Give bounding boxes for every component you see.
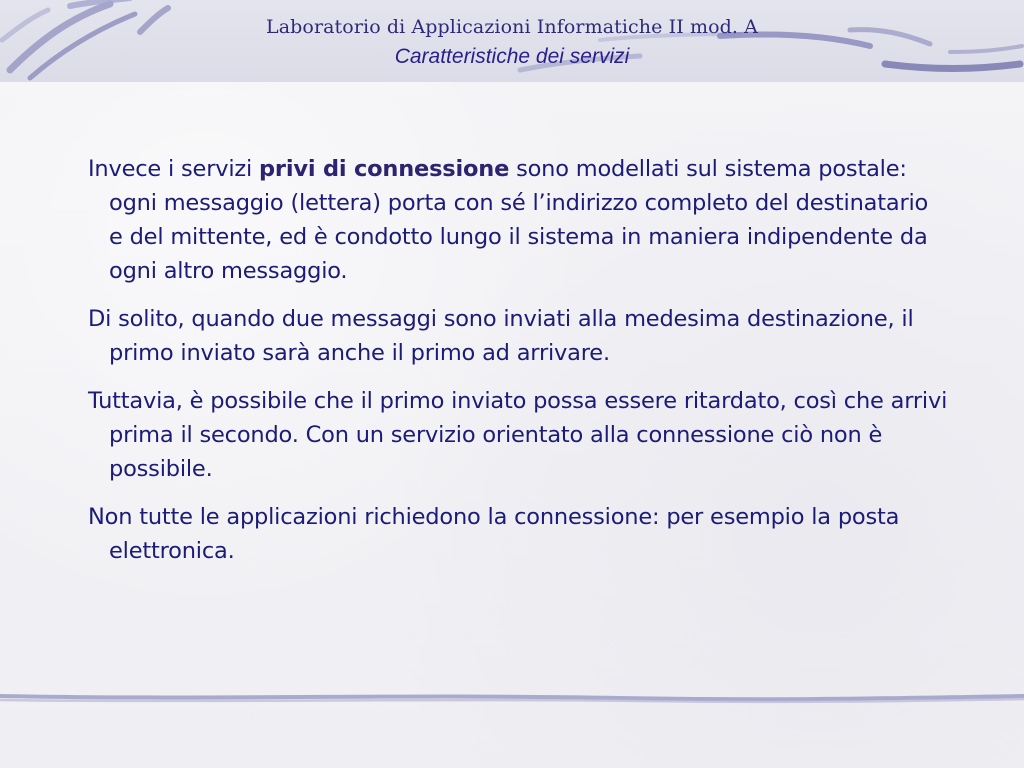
paragraph-email: Non tutte le applicazioni richiedono la connessione: per esempio la posta elettronica. [88,504,900,564]
paragraph-delay: Tuttavia, è possibile che il primo inviato possa essere ritardato, così che arrivi prima il secondo. Con un servizio orientato alla connessione ciò non è possibile. [88,388,948,482]
p1-prefix: Invece i servizi [88,156,260,182]
paragraph-connectionless [88,152,948,288]
paragraph-order: Di solito, quando due messaggi sono inviati alla medesima destinazione, il primo inviato sarà anche il primo ad arrivare. [88,306,914,366]
p1-suffix: sono modellati sul sistema postale: ogni messaggio (lettera) porta con sé l’indirizzo completo del destinatario e del mittente, ed è condotto lungo il sistema in maniera indipendente da ogni altro messaggio. [109,156,929,284]
footer-brush-stroke [0,684,1024,714]
p1-bold-term: privi di connessione [259,156,510,182]
course-title: Laboratorio di Applicazioni Informatiche II mod. A [266,16,758,38]
slide-title: Caratteristiche dei servizi [394,45,630,68]
slide-body [88,152,948,582]
